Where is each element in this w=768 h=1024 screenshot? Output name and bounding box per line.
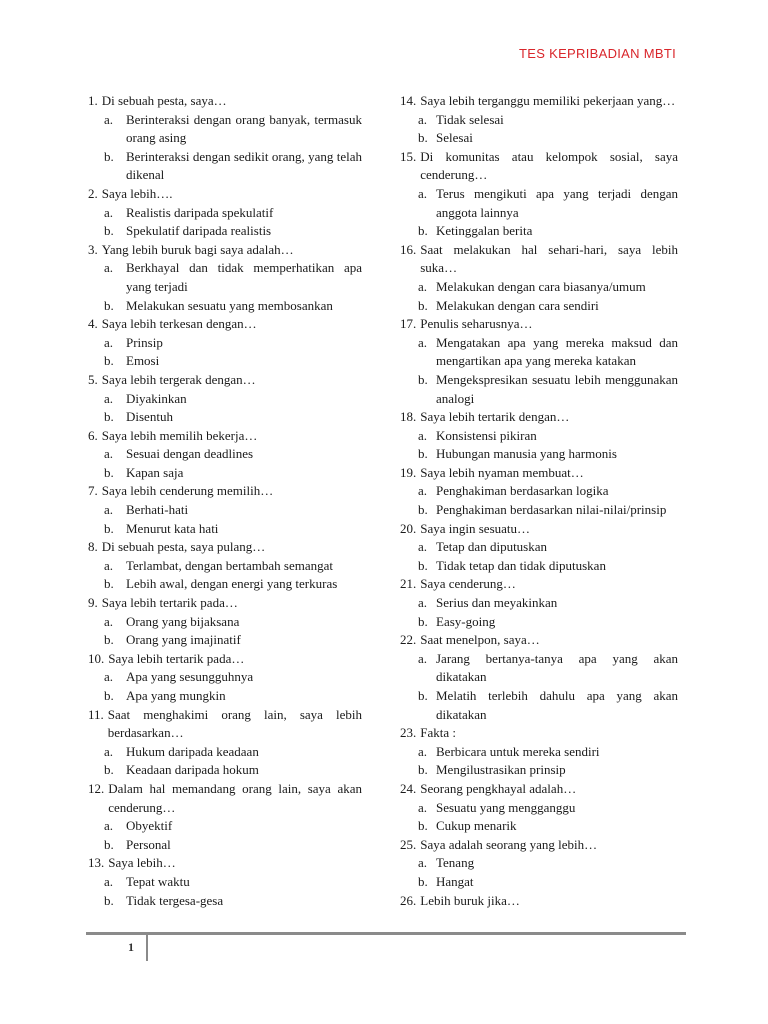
- option-letter: a.: [418, 185, 428, 201]
- answer-option: [104, 111, 362, 148]
- question-item: [88, 92, 362, 185]
- option-letter: b.: [418, 818, 428, 834]
- answer-option: [104, 297, 362, 316]
- answer-option: [104, 668, 362, 687]
- answer-options: [418, 334, 678, 408]
- question-stem: [88, 371, 362, 390]
- question-item: [88, 594, 362, 650]
- question-text: Saya cenderung…: [420, 576, 516, 592]
- answer-option: [104, 761, 362, 780]
- answer-option: [104, 520, 362, 539]
- question-text: Saya lebih tergerak dengan…: [101, 371, 256, 387]
- answer-option: [418, 538, 678, 557]
- question-stem: [400, 836, 678, 855]
- question-item: [88, 315, 362, 371]
- question-stem: [400, 148, 678, 185]
- answer-options: [104, 613, 362, 650]
- question-text: Saya lebih….: [101, 185, 173, 201]
- option-text: Serius dan meyakinkan: [436, 595, 558, 611]
- question-item: [400, 575, 678, 631]
- question-item: [400, 315, 678, 408]
- right-question-column: [400, 92, 678, 910]
- question-number: 23.: [400, 725, 417, 741]
- question-item: [88, 241, 362, 315]
- question-stem: [400, 724, 678, 743]
- question-item: [88, 780, 362, 854]
- option-text: Konsistensi pikiran: [436, 427, 537, 443]
- question-number: 12.: [88, 780, 105, 796]
- answer-option: [104, 836, 362, 855]
- option-text: Melakukan dengan cara sendiri: [436, 297, 599, 313]
- question-item: [400, 464, 678, 520]
- question-text: Fakta :: [420, 725, 456, 741]
- option-text: Ketinggalan berita: [436, 223, 533, 239]
- question-stem: [400, 780, 678, 799]
- option-letter: b.: [418, 502, 428, 518]
- option-text: Apa yang mungkin: [126, 688, 226, 703]
- option-text: Prinsip: [126, 334, 163, 350]
- answer-option: [418, 371, 678, 408]
- option-letter: b.: [418, 762, 428, 778]
- option-text: Terus mengikuti apa yang terjadi dengan anggota lainnya: [436, 185, 678, 220]
- answer-option: [104, 464, 362, 483]
- answer-option: [418, 817, 678, 836]
- option-text: Tidak tergesa-gesa: [126, 892, 224, 908]
- answer-options: [418, 278, 678, 315]
- option-letter: a.: [418, 743, 428, 759]
- question-text: Saya lebih cenderung memilih…: [101, 483, 274, 499]
- question-item: [400, 836, 678, 892]
- question-text: Saya ingin sesuatu…: [420, 520, 531, 536]
- question-number: 17.: [400, 316, 417, 332]
- question-text: Yang lebih buruk bagi saya adalah…: [101, 241, 294, 257]
- option-letter: b.: [104, 632, 114, 648]
- question-number: 4.: [88, 316, 98, 332]
- option-text: Hukum daripada keadaan: [126, 743, 259, 759]
- option-text: Berbicara untuk mereka sendiri: [436, 743, 600, 759]
- question-stem: [88, 241, 362, 260]
- answer-options: [104, 668, 362, 705]
- answer-options: [418, 743, 678, 780]
- answer-option: [418, 650, 678, 687]
- option-letter: a.: [418, 111, 428, 127]
- option-letter: b.: [418, 688, 428, 703]
- answer-option: [418, 445, 678, 464]
- option-text: Orang yang imajinatif: [126, 632, 241, 648]
- question-number: 22.: [400, 632, 417, 648]
- answer-options: [104, 204, 362, 241]
- option-text: Menurut kata hati: [126, 520, 219, 536]
- answer-option: [418, 799, 678, 818]
- option-letter: b.: [418, 557, 428, 573]
- answer-option: [104, 390, 362, 409]
- option-text: Emosi: [126, 353, 160, 369]
- question-number: 9.: [88, 595, 98, 611]
- option-letter: b.: [418, 371, 428, 387]
- answer-option: [418, 427, 678, 446]
- option-text: Berhati-hati: [126, 502, 189, 518]
- option-letter: a.: [104, 390, 114, 406]
- page-header: [0, 0, 768, 70]
- answer-option: [104, 148, 362, 185]
- answer-options: [104, 334, 362, 371]
- answer-options: [418, 185, 678, 241]
- option-text: Tidak selesai: [436, 111, 504, 127]
- question-text: Saya lebih terganggu memiliki pekerjaan yang…: [420, 93, 676, 108]
- question-item: [88, 427, 362, 483]
- answer-options: [418, 111, 678, 148]
- question-item: [400, 92, 678, 148]
- option-letter: a.: [104, 204, 114, 220]
- option-text: Selesai: [436, 130, 473, 146]
- option-text: Keadaan daripada hokum: [126, 762, 259, 778]
- question-stem: [88, 92, 362, 111]
- option-letter: a.: [104, 111, 114, 127]
- question-text: Saat menelpon, saya…: [420, 632, 540, 648]
- option-text: Berinteraksi dengan sedikit orang, yang telah dikenal: [126, 148, 362, 183]
- answer-option: [104, 259, 362, 296]
- option-text: Obyektif: [126, 818, 173, 834]
- option-letter: b.: [104, 520, 114, 536]
- question-text: Di sebuah pesta, saya…: [101, 93, 227, 108]
- option-letter: b.: [104, 409, 114, 425]
- option-text: Tepat waktu: [126, 873, 190, 889]
- answer-options: [418, 427, 678, 464]
- option-text: Hangat: [436, 873, 474, 889]
- answer-option: [418, 557, 678, 576]
- question-stem: [88, 427, 362, 446]
- question-item: [88, 706, 362, 780]
- question-stem: [400, 92, 678, 111]
- option-letter: a.: [104, 446, 114, 462]
- answer-option: [104, 501, 362, 520]
- answer-option: [418, 334, 678, 371]
- question-item: [400, 631, 678, 724]
- option-letter: a.: [104, 502, 114, 518]
- question-stem: [400, 631, 678, 650]
- answer-options: [418, 854, 678, 891]
- option-letter: a.: [418, 595, 428, 611]
- question-item: [88, 650, 362, 706]
- question-item: [88, 482, 362, 538]
- option-text: Tidak tetap dan tidak diputuskan: [436, 557, 606, 573]
- answer-option: [104, 687, 362, 706]
- question-item: [88, 538, 362, 594]
- question-item: [400, 408, 678, 464]
- answer-option: [418, 222, 678, 241]
- answer-options: [104, 873, 362, 910]
- answer-options: [104, 743, 362, 780]
- question-number: 11.: [88, 706, 104, 722]
- option-letter: a.: [104, 260, 114, 276]
- question-number: 25.: [400, 836, 417, 852]
- option-letter: a.: [418, 483, 428, 499]
- answer-option: [104, 334, 362, 353]
- question-stem: [88, 185, 362, 204]
- page-number: 1: [128, 940, 134, 954]
- option-text: Spekulatif daripada realistis: [126, 223, 272, 239]
- option-letter: a.: [418, 427, 428, 443]
- document-title: TES KEPRIBADIAN MBTI: [519, 46, 676, 61]
- question-item: [88, 854, 362, 910]
- question-text: Saya lebih memilih bekerja…: [101, 427, 258, 443]
- answer-option: [104, 817, 362, 836]
- question-number: 10.: [88, 650, 105, 666]
- answer-option: [104, 557, 362, 576]
- option-text: Sesuai dengan deadlines: [126, 446, 254, 462]
- question-text: Saya lebih tertarik pada…: [101, 595, 238, 611]
- option-letter: b.: [104, 762, 114, 778]
- question-item: [400, 780, 678, 836]
- question-number: 19.: [400, 464, 417, 480]
- option-letter: b.: [418, 446, 428, 462]
- question-text: Di komunitas atau kelompok sosial, saya cenderung…: [420, 148, 678, 183]
- question-stem: [400, 464, 678, 483]
- option-text: Apa yang sesungguhnya: [126, 669, 254, 685]
- option-letter: a.: [418, 334, 428, 350]
- option-letter: a.: [104, 873, 114, 889]
- option-text: Mengilustrasikan prinsip: [436, 762, 566, 778]
- option-text: Berinteraksi dengan orang banyak, termasuk orang asing: [126, 111, 362, 146]
- question-text: Saya lebih terkesan dengan…: [101, 316, 257, 332]
- option-letter: b.: [104, 576, 114, 592]
- option-text: Kapan saja: [126, 464, 184, 480]
- option-letter: b.: [418, 130, 428, 146]
- option-text: Penghakiman berdasarkan nilai-nilai/prinsip: [436, 502, 667, 518]
- question-stem: [88, 594, 362, 613]
- answer-option: [104, 631, 362, 650]
- question-number: 13.: [88, 855, 105, 871]
- question-number: 3.: [88, 241, 98, 257]
- question-stem: [400, 520, 678, 539]
- question-number: 6.: [88, 427, 98, 443]
- left-question-column: [88, 92, 362, 910]
- option-text: Tenang: [436, 855, 475, 871]
- option-text: Tetap dan diputuskan: [436, 539, 548, 555]
- question-item: [88, 185, 362, 241]
- answer-option: [104, 575, 362, 594]
- question-number: 21.: [400, 576, 417, 592]
- option-text: Berkhayal dan tidak memperhatikan apa yang terjadi: [126, 260, 362, 294]
- question-stem: [400, 241, 678, 278]
- option-letter: b.: [104, 148, 114, 164]
- answer-option: [418, 854, 678, 873]
- answer-option: [418, 129, 678, 148]
- option-text: Melakukan sesuatu yang membosankan: [126, 297, 333, 313]
- option-letter: a.: [104, 613, 114, 629]
- answer-option: [104, 445, 362, 464]
- question-text: Seorang pengkhayal adalah…: [420, 780, 577, 796]
- answer-options: [104, 817, 362, 854]
- option-text: Mengekspresikan sesuatu lebih menggunakan analogi: [436, 371, 678, 406]
- answer-option: [104, 743, 362, 762]
- question-stem: [88, 706, 362, 743]
- option-letter: a.: [104, 557, 114, 573]
- answer-option: [104, 222, 362, 241]
- question-number: 1.: [88, 93, 98, 108]
- option-letter: b.: [418, 613, 428, 629]
- question-stem: [88, 482, 362, 501]
- option-text: Terlambat, dengan bertambah semangat: [126, 557, 334, 573]
- question-number: 26.: [400, 892, 417, 908]
- question-text: Saat menghakimi orang lain, saya lebih berdasarkan…: [107, 706, 362, 741]
- answer-options: [104, 445, 362, 482]
- answer-option: [418, 873, 678, 892]
- answer-option: [418, 297, 678, 316]
- option-letter: b.: [418, 223, 428, 239]
- option-letter: a.: [418, 650, 428, 666]
- answer-options: [104, 557, 362, 594]
- answer-options: [418, 482, 678, 519]
- option-letter: a.: [104, 818, 114, 834]
- answer-options: [418, 799, 678, 836]
- question-stem: [400, 575, 678, 594]
- option-letter: a.: [418, 278, 428, 294]
- question-item: [400, 724, 678, 780]
- option-letter: b.: [104, 836, 114, 852]
- answer-option: [418, 761, 678, 780]
- question-item: [400, 241, 678, 315]
- answer-option: [104, 892, 362, 911]
- question-number: 20.: [400, 520, 417, 536]
- question-stem: [400, 892, 678, 911]
- question-number: 18.: [400, 409, 417, 425]
- option-letter: b.: [104, 353, 114, 369]
- option-letter: a.: [418, 539, 428, 555]
- question-stem: [88, 538, 362, 557]
- option-text: Easy-going: [436, 613, 496, 629]
- option-text: Melakukan dengan cara biasanya/umum: [436, 278, 646, 294]
- question-stem: [88, 854, 362, 873]
- question-stem: [88, 315, 362, 334]
- option-letter: b.: [104, 688, 114, 703]
- answer-options: [418, 594, 678, 631]
- option-letter: a.: [104, 743, 114, 759]
- question-text: Lebih buruk jika…: [420, 892, 520, 908]
- question-item: [88, 371, 362, 427]
- option-text: Penghakiman berdasarkan logika: [436, 483, 609, 499]
- question-stem: [400, 315, 678, 334]
- option-text: Sesuatu yang mengganggu: [436, 799, 576, 815]
- option-text: Jarang bertanya-tanya apa yang akan dikatakan: [436, 650, 678, 685]
- question-number: 7.: [88, 483, 98, 499]
- answer-options: [104, 111, 362, 185]
- option-letter: a.: [104, 669, 114, 685]
- answer-option: [418, 687, 678, 724]
- answer-options: [104, 501, 362, 538]
- question-item: [400, 520, 678, 576]
- option-text: Realistis daripada spekulatif: [126, 204, 274, 220]
- option-text: Diyakinkan: [126, 390, 187, 406]
- answer-option: [418, 278, 678, 297]
- answer-option: [418, 111, 678, 130]
- question-item: [400, 148, 678, 241]
- answer-option: [418, 743, 678, 762]
- option-letter: b.: [104, 464, 114, 480]
- answer-option: [418, 482, 678, 501]
- option-letter: b.: [418, 297, 428, 313]
- option-letter: b.: [104, 223, 114, 239]
- question-number: 16.: [400, 241, 417, 257]
- footer-rule: [86, 932, 686, 935]
- answer-option: [418, 594, 678, 613]
- option-letter: b.: [418, 873, 428, 889]
- answer-option: [418, 613, 678, 632]
- question-text: Dalam hal memandang orang lain, saya akan cenderung…: [108, 780, 362, 815]
- question-stem: [88, 650, 362, 669]
- answer-option: [104, 873, 362, 892]
- question-number: 8.: [88, 539, 98, 555]
- answer-option: [104, 408, 362, 427]
- answer-options: [418, 538, 678, 575]
- question-text: Saya lebih…: [108, 855, 176, 871]
- answer-option: [418, 185, 678, 222]
- question-stem: [400, 408, 678, 427]
- question-text: Saat melakukan hal sehari-hari, saya lebih suka…: [420, 241, 678, 276]
- answer-option: [104, 613, 362, 632]
- answer-option: [104, 204, 362, 223]
- option-letter: a.: [418, 855, 428, 871]
- question-number: 15.: [400, 148, 417, 164]
- question-text: Saya lebih tertarik dengan…: [420, 409, 570, 425]
- question-number: 24.: [400, 780, 417, 796]
- question-text: Saya lebih nyaman membuat…: [420, 464, 584, 480]
- option-letter: b.: [104, 297, 114, 313]
- answer-options: [104, 390, 362, 427]
- option-text: Disentuh: [126, 409, 173, 425]
- option-text: Mengatakan apa yang mereka maksud dan mengartikan apa yang mereka katakan: [436, 334, 678, 369]
- option-text: Melatih terlebih dahulu apa yang akan dikatakan: [436, 688, 678, 722]
- answer-option: [418, 501, 678, 520]
- question-number: 2.: [88, 185, 98, 201]
- answer-options: [418, 650, 678, 724]
- footer-divider: [146, 935, 148, 961]
- question-stem: [88, 780, 362, 817]
- question-text: Penulis seharusnya…: [420, 316, 533, 332]
- question-item: [400, 892, 678, 911]
- option-letter: a.: [104, 334, 114, 350]
- option-text: Lebih awal, dengan energi yang terkuras: [126, 576, 338, 592]
- question-number: 14.: [400, 93, 417, 108]
- question-text: Di sebuah pesta, saya pulang…: [101, 539, 266, 555]
- option-letter: a.: [418, 799, 428, 815]
- question-text: Saya lebih tertarik pada…: [108, 650, 245, 666]
- option-text: Cukup menarik: [436, 818, 517, 834]
- answer-options: [104, 259, 362, 315]
- question-number: 5.: [88, 371, 98, 387]
- answer-option: [104, 352, 362, 371]
- option-text: Hubungan manusia yang harmonis: [436, 446, 617, 462]
- option-letter: b.: [104, 892, 114, 908]
- option-text: Orang yang bijaksana: [126, 613, 240, 629]
- option-text: Personal: [126, 836, 171, 852]
- question-text: Saya adalah seorang yang lebih…: [420, 836, 598, 852]
